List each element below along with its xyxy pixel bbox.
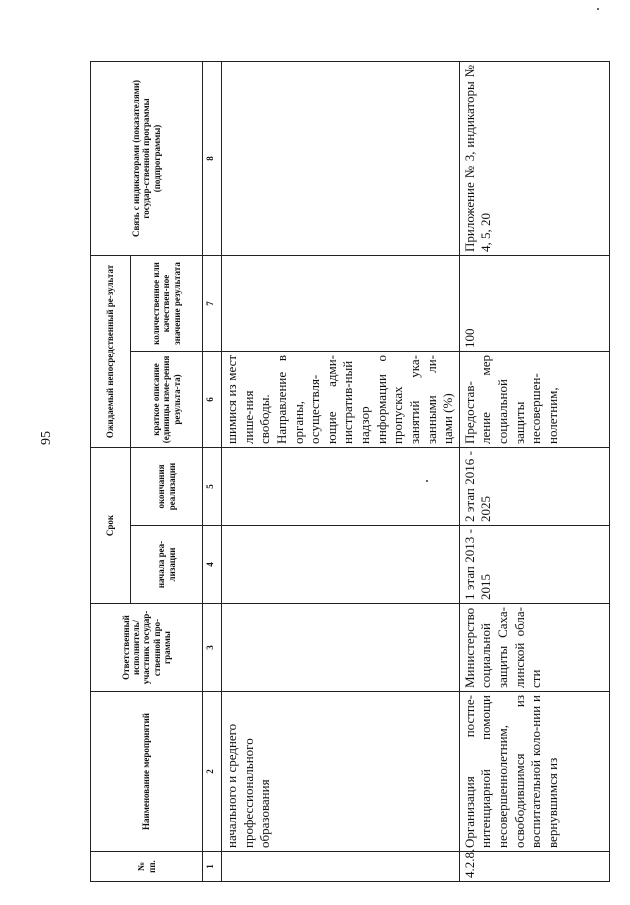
- executor: [222, 604, 460, 692]
- measure-name: Организация постпе-нитенциарной помощи несовершеннолетним, освободившимся из воспитательной коло-нии и вернувшимся из: [459, 692, 609, 852]
- page-number: 95: [39, 431, 54, 445]
- column-number: 6: [203, 351, 222, 447]
- header-description: краткое описание (единицы изме-рения результа-та): [131, 351, 203, 447]
- header-name: Наименование мероприятий: [91, 692, 203, 852]
- header-value: количественное или качествен-ное значение результата: [131, 255, 203, 351]
- header-number: № пп.: [91, 852, 203, 882]
- rotated-table-sheet: [90, 62, 598, 882]
- column-number: 7: [203, 255, 222, 351]
- result-value: [222, 255, 460, 351]
- result-value: 100: [459, 255, 609, 351]
- column-number: 5: [203, 447, 222, 525]
- header-period: Срок: [91, 447, 131, 603]
- indicators-link: [222, 61, 460, 255]
- scan-speck: [426, 480, 428, 482]
- column-number: 2: [203, 692, 222, 852]
- table-row: [459, 61, 609, 881]
- start-period: 1 этап 2013 - 2015: [459, 526, 609, 604]
- indicators-link: Приложение № 3, индикаторы № 4, 5, 20: [459, 61, 609, 255]
- header-executor: Ответственный исполнитель/ участник государ-ственной про-граммы: [91, 604, 203, 692]
- header-indicators-link: Связь с индикаторами (показателями) государ-ственной программы (подпрограммы): [91, 61, 203, 255]
- measure-name: начального и среднего профессионального образования: [222, 692, 460, 852]
- measures-table: [90, 61, 610, 882]
- column-number: 8: [203, 61, 222, 255]
- row-number: 4.2.8.: [459, 852, 609, 882]
- start-period: [222, 526, 460, 604]
- column-number: 1: [203, 852, 222, 882]
- header-start: начала реа-лизации: [131, 526, 203, 604]
- result-description: шимися из мест лише-ния свободы. Направление в органы, осуществля-ющие адми-нистратив-ный надзор информации о пропусках занятий ука-занными ли-цами (%): [222, 351, 460, 447]
- row-number: [222, 852, 460, 882]
- end-period: [222, 447, 460, 525]
- end-period: 2 этап 2016 - 2025: [459, 447, 609, 525]
- table-row: [222, 61, 460, 881]
- scan-speck: [597, 8, 599, 10]
- column-number: 4: [203, 526, 222, 604]
- header-end: окончания реализации: [131, 447, 203, 525]
- executor: Министерство социальной защиты Саха-линской обла-сти: [459, 604, 609, 692]
- header-expected-result: Ожидаемый непосредственный ре-зультат: [91, 255, 131, 447]
- result-description: Предостав-ление мер социальной защиты несовершен-нолетним,: [459, 351, 609, 447]
- column-number: 3: [203, 604, 222, 692]
